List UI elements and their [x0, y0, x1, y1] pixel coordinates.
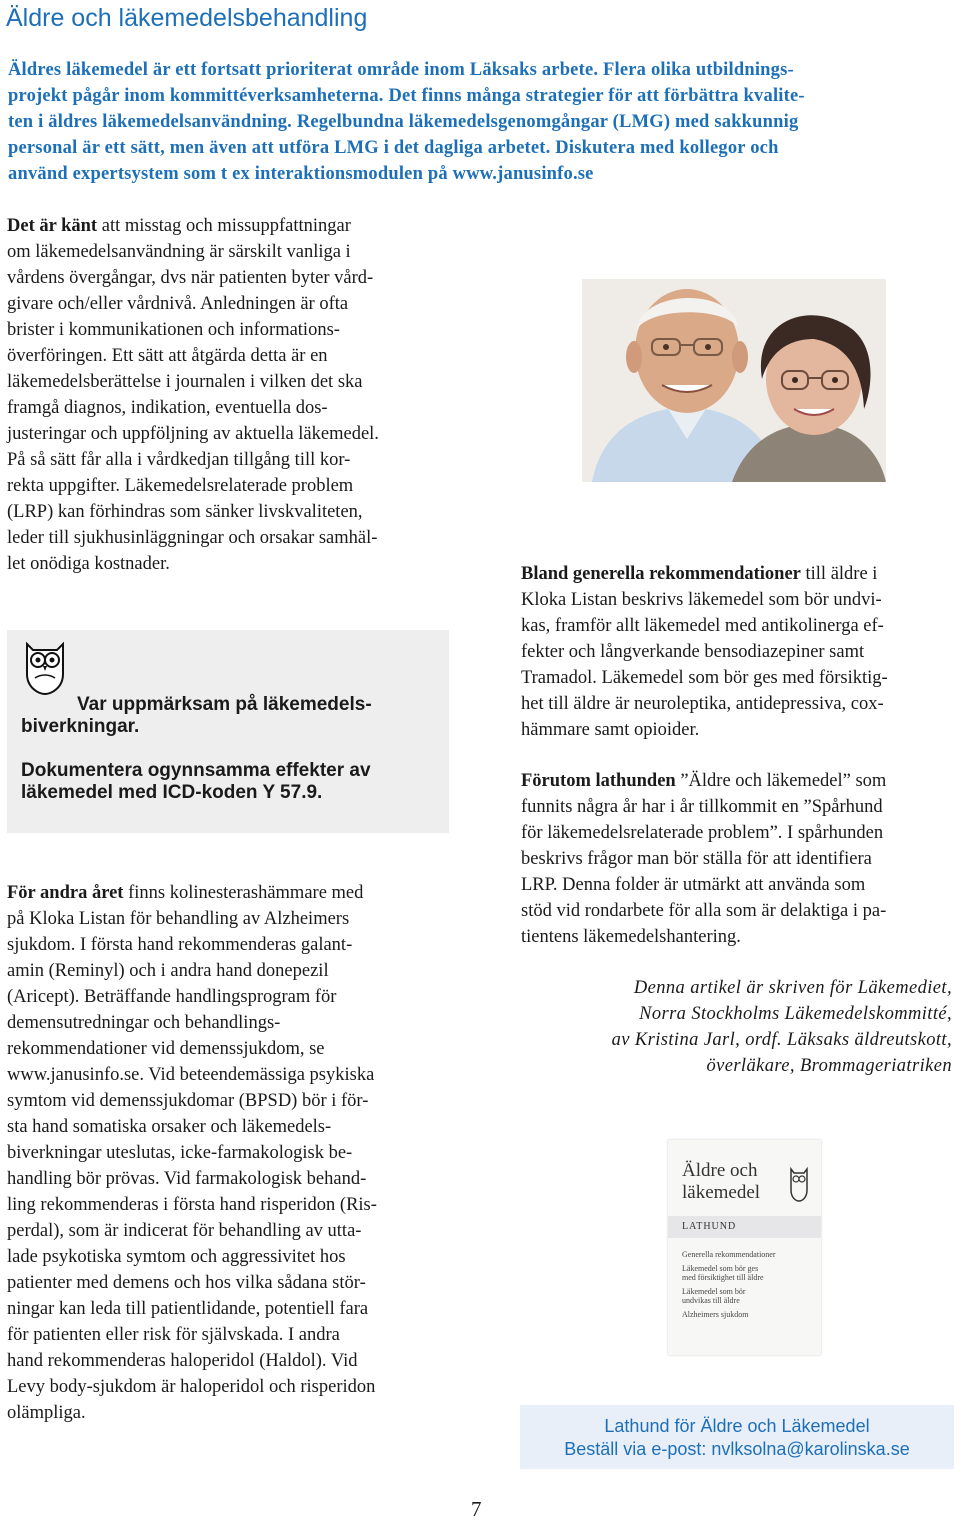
body-line: demensutredningar och behandlings-: [7, 1013, 281, 1033]
owl-icon: [21, 638, 69, 701]
section-lines: [7, 239, 447, 577]
body-line: biverkningar uteslutas, icke-farmakologisk be-: [7, 1143, 353, 1163]
body-line: het till äldre är neuroleptika, antidepressiva, cox-: [521, 694, 884, 714]
order-email-line[interactable]: Beställ via e-post: nvlksolna@karolinska.se: [564, 1439, 910, 1459]
body-line: på Kloka Listan för behandling av Alzheimers: [7, 909, 350, 929]
section-lines: [7, 906, 447, 1426]
section-alzheimers: [7, 880, 447, 1426]
section-lead-bold: Förutom lathunden: [521, 771, 676, 791]
section-first-line: [7, 880, 447, 906]
lead-line: ten i äldres läkemedelsanvändning. Regelbundna läkemedelsgenomgångar (LMG) med sakkunnig: [8, 112, 799, 132]
body-line: stöd vid rondarbete för alla som är delaktiga i pa-: [521, 901, 887, 921]
booklet-cover: [668, 1140, 821, 1355]
section-lines: [521, 794, 951, 950]
body-line: (Aricept). Beträffande handlingsprogram för: [7, 987, 337, 1007]
body-line: läkemedelsberättelse i journalen i vilken det ska: [7, 372, 363, 392]
body-line: olämpliga.: [7, 1403, 86, 1423]
owl-icon: [788, 1166, 810, 1207]
section-first-line-text: finns kolinesterashämmare med: [123, 883, 364, 903]
section-first-line: [521, 768, 951, 794]
body-line: sta hand somatiska orsaker och läkemedels-: [7, 1117, 332, 1137]
booklet-toc-line: Läkemedel som bör ges: [682, 1264, 759, 1273]
section-general-recommendations: [521, 561, 951, 743]
order-title: Lathund för Äldre och Läkemedel: [604, 1416, 870, 1436]
body-line: rekommendationer vid demenssjukdom, se: [7, 1039, 325, 1059]
body-line: funnits några år har i år tillkommit en ”Spårhund: [521, 797, 883, 817]
body-line: hand rekommenderas haloperidol (Haldol). Vid: [7, 1351, 358, 1371]
section-first-line-text: att misstag och missuppfattningar: [97, 216, 351, 236]
booklet-toc-line: med försiktighet till äldre: [682, 1273, 764, 1282]
body-line: Levy body-sjukdom är haloperidol och risperidon: [7, 1377, 376, 1397]
body-line: symtom vid demenssjukdomar (BPSD) bör i för-: [7, 1091, 369, 1111]
body-line: fekter och långverkande bensodiazepiner samt: [521, 642, 865, 662]
body-line: www.janusinfo.se. Vid beteendemässiga psykiska: [7, 1065, 375, 1085]
section-first-line: [7, 213, 447, 239]
section-lead-bold: För andra året: [7, 883, 124, 903]
warning-line: Var uppmärksam på läkemedels-: [77, 694, 372, 715]
body-line: leder till sjukhusinläggningar och orsakar samhäl-: [7, 528, 378, 548]
body-line: perdal), som är indicerat för behandling av utta-: [7, 1221, 362, 1241]
warning-box: [7, 630, 449, 833]
body-line: rekta uppgifter. Läkemedelsrelaterade problem: [7, 476, 354, 496]
lead-line: Äldres läkemedel är ett fortsatt prioriterat område inom Läksaks arbete. Flera olika utbildnings-: [8, 60, 794, 80]
body-line: handling bör prövas. Vid farmakologisk behand-: [7, 1169, 367, 1189]
body-line: beskrivs frågor man bör ställa för att identifiera: [521, 849, 872, 869]
body-line: hämmare samt opioider.: [521, 720, 700, 740]
order-info-box: [520, 1405, 954, 1469]
lead-line: personal är ett sätt, men även att utföra LMG i det dagliga arbetet. Diskutera med kollegor och: [8, 138, 779, 158]
body-line: sjukdom. I första hand rekommenderas galant-: [7, 935, 353, 955]
body-line: givare och/eller vårdnivå. Anledningen är ofta: [7, 294, 349, 314]
body-line: amin (Reminyl) och i andra hand donepezil: [7, 961, 329, 981]
section-lead-bold: Det är känt: [7, 216, 98, 236]
body-line: Kloka Listan beskrivs läkemedel som bör undvi-: [521, 590, 882, 610]
booklet-title-line: läkemedel: [682, 1182, 761, 1203]
author-byline: [612, 975, 952, 1079]
body-line: lade psykotiska symtom och aggressivitet hos: [7, 1247, 346, 1267]
body-line: Tramadol. Läkemedel som bör ges med försiktig-: [521, 668, 888, 688]
warning-line: biverkningar.: [21, 716, 140, 737]
body-line: om läkemedelsanvändning är särskilt vanliga i: [7, 242, 351, 262]
booklet-toc-line: Generella rekommendationer: [682, 1250, 776, 1259]
byline-line: av Kristina Jarl, ordf. Läksaks äldreutskott,: [611, 1030, 952, 1050]
body-line: LRP. Denna folder är utmärkt att använda som: [521, 875, 866, 895]
section-transitions: [7, 213, 447, 577]
booklet-toc-line: undvikas till äldre: [682, 1296, 740, 1305]
body-line: tientens läkemedelshantering.: [521, 927, 741, 947]
body-line: framgå diagnos, indikation, eventuella dos-: [7, 398, 328, 418]
body-line: vårdens övergångar, dvs när patienten byter vård-: [7, 268, 374, 288]
booklet-subtitle: LATHUND: [682, 1221, 737, 1232]
byline-line: Denna artikel är skriven för Läkemediet,: [633, 978, 952, 998]
booklet-toc-line: Läkemedel som bör: [682, 1287, 746, 1296]
body-line: brister i kommunikationen och informations-: [7, 320, 340, 340]
section-lathund: [521, 768, 951, 950]
body-line: ling rekommenderas i första hand risperidon (Ris-: [7, 1195, 377, 1215]
page-number: 7: [471, 1497, 482, 1521]
page-title: Äldre och läkemedelsbehandling: [6, 4, 368, 32]
body-line: för läkemedelsrelaterade problem”. I spårhunden: [521, 823, 884, 843]
body-line: patienter med demens och hos vilka sådana stör-: [7, 1273, 366, 1293]
body-line: På så sätt får alla i vårdkedjan tillgång till kor-: [7, 450, 351, 470]
lead-paragraph: [8, 57, 954, 187]
section-first-line: [521, 561, 951, 587]
body-line: för patienten eller risk för självskada. I andra: [7, 1325, 340, 1345]
lead-line: projekt pågår inom kommittéverksamheterna. Det finns många strategier för att förbättra kvalite-: [8, 86, 805, 106]
warning-line: Dokumentera ogynnsamma effekter av: [21, 760, 371, 781]
body-line: kas, framför allt läkemedel med antikolinerga ef-: [521, 616, 884, 636]
elderly-couple-photo: [582, 279, 886, 482]
booklet-title: [682, 1160, 760, 1204]
section-first-line-text: ”Äldre och läkemedel” som: [675, 771, 887, 791]
byline-line: överläkare, Brommageriatriken: [706, 1056, 952, 1076]
section-lead-bold: Bland generella rekommendationer: [521, 564, 801, 584]
section-lines: [521, 587, 951, 743]
body-line: let onödiga kostnader.: [7, 554, 170, 574]
lead-line: använd expertsystem som t ex interaktionsmodulen på www.janusinfo.se: [8, 164, 594, 184]
booklet-title-line: Äldre och: [682, 1160, 758, 1181]
byline-line: Norra Stockholms Läkemedelskommitté,: [639, 1004, 952, 1024]
booklet-toc-line: Alzheimers sjukdom: [682, 1310, 749, 1319]
elderly-couple-illustration: [582, 279, 886, 482]
warning-line: läkemedel med ICD-koden Y 57.9.: [21, 782, 323, 803]
section-first-line-text: till äldre i: [800, 564, 878, 584]
body-line: överföringen. Ett sätt att åtgärda detta är en: [7, 346, 328, 366]
body-line: ningar kan leda till patientlidande, potentiell fara: [7, 1299, 369, 1319]
body-line: (LRP) kan förhindras som sänker livskvaliteten,: [7, 502, 363, 522]
body-line: justeringar och uppföljning av aktuella läkemedel.: [7, 424, 379, 444]
